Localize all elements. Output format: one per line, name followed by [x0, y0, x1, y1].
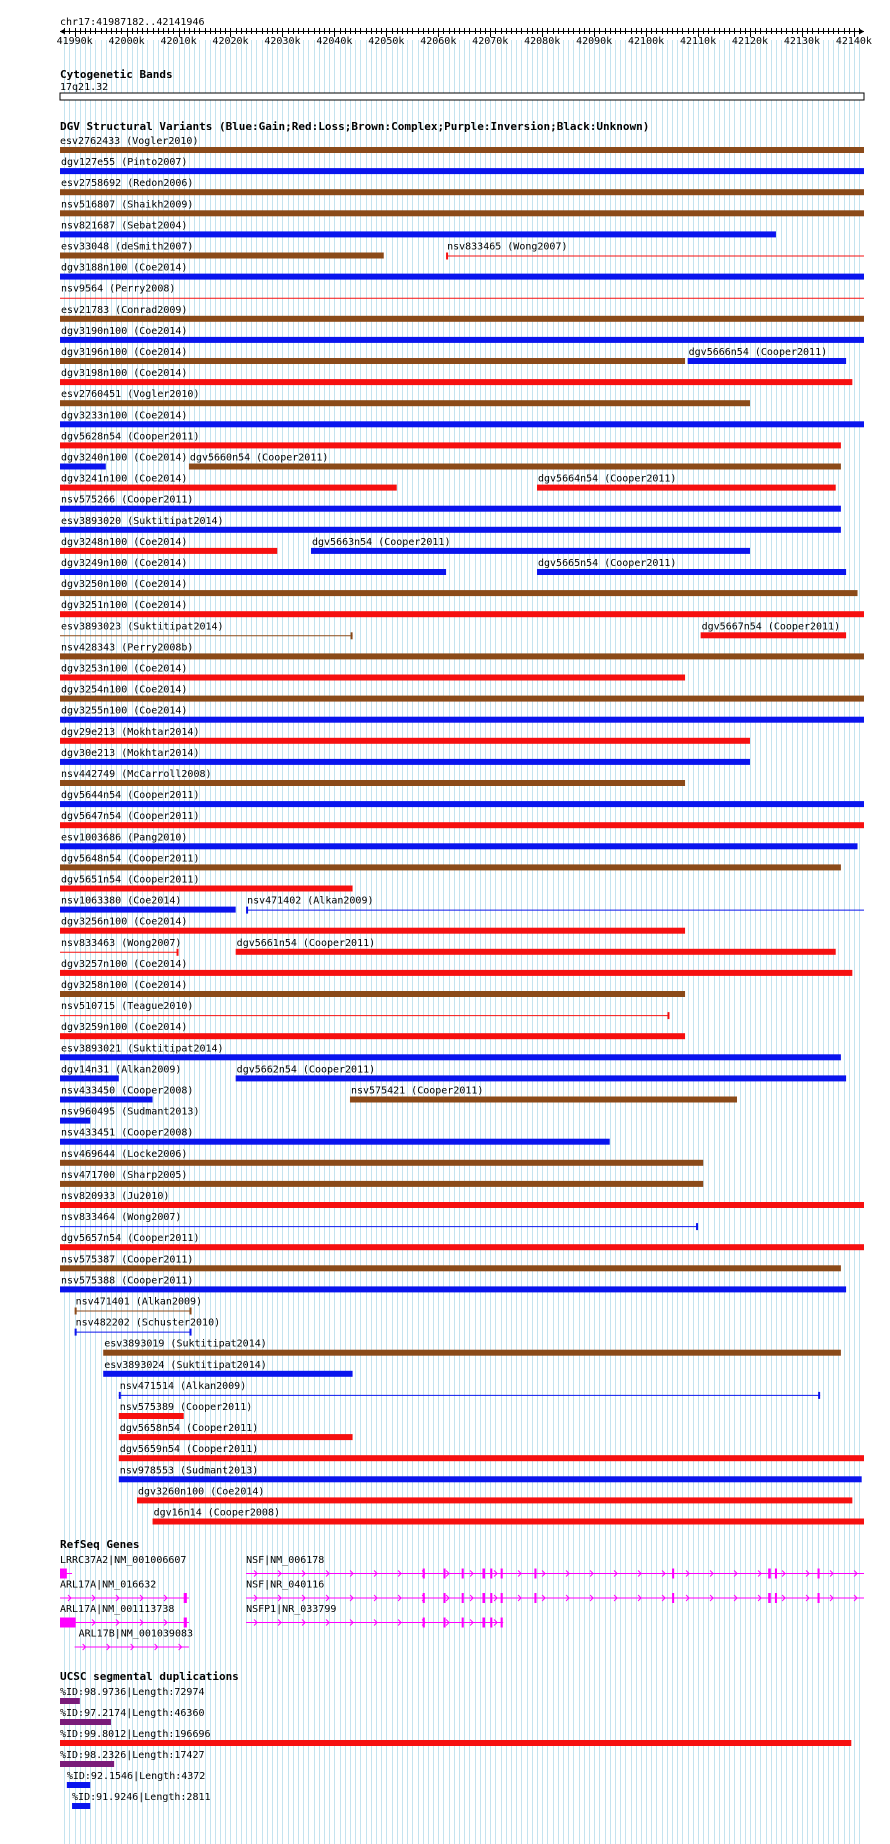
- refseq-track: [60, 1555, 864, 1650]
- dgv-variant-label: dgv3248n100 (Coe2014): [61, 536, 188, 548]
- dgv-variant-label: nsv960495 (Sudmant2013): [61, 1106, 200, 1118]
- dgv-variant-bar: [701, 632, 846, 638]
- dgv-variant-bar: [153, 1519, 864, 1525]
- dgv-variant-bar: [60, 1160, 703, 1166]
- cytoband-track-title: Cytogenetic Bands: [60, 68, 173, 81]
- refseq-gene-exon: [443, 1593, 445, 1603]
- dgv-variant-label: dgv3240n100 (Coe2014): [61, 452, 188, 464]
- dgv-variant-label: esv2760451 (Vogler2010): [61, 389, 200, 401]
- refseq-gene-exon: [672, 1569, 674, 1579]
- refseq-gene-exon: [482, 1618, 485, 1628]
- dgv-variant-label: dgv5664n54 (Cooper2011): [537, 473, 677, 485]
- dgv-variant-label: nsv469644 (Locke2006): [61, 1148, 188, 1160]
- dgv-variant-bar: [60, 801, 864, 807]
- dgv-variant-bar: [60, 189, 864, 195]
- dgv-variant-label: nsv821687 (Sebat2004): [61, 220, 188, 232]
- dgv-variant-label: esv21783 (Conrad2009): [61, 304, 188, 316]
- dgv-variant-label: dgv5651n54 (Cooper2011): [61, 874, 200, 886]
- dgv-variant-bar: [537, 485, 836, 491]
- dgv-variant-label: dgv3255n100 (Coe2014): [61, 705, 188, 717]
- dgv-variant-label: esv2758692 (Redon2006): [61, 178, 194, 190]
- dgv-variant-bar: [119, 1476, 862, 1482]
- dgv-variant-bar: [60, 1033, 685, 1039]
- refseq-gene-label: NSFP1|NR_033799: [246, 1604, 337, 1615]
- dgv-variant-bar: [60, 1286, 846, 1292]
- dgv-variant-label: esv3893020 (Suktitipat2014): [61, 515, 224, 527]
- segdup-bar: [72, 1803, 90, 1809]
- dgv-variant-bar: [311, 548, 750, 554]
- dgv-variant-bar: [119, 1413, 184, 1419]
- dgv-variant-end-mark: [818, 1392, 820, 1399]
- refseq-gene-exon: [462, 1569, 464, 1579]
- dgv-variant-end-mark: [119, 1392, 121, 1399]
- dgv-variant-label: dgv127e55 (Pinto2007): [61, 157, 188, 169]
- dgv-variant-bar: [60, 421, 864, 427]
- dgv-variant-label: esv3893024 (Suktitipat2014): [104, 1359, 267, 1371]
- dgv-variant-bar: [60, 1181, 703, 1187]
- dgv-variant-label: nsv833463 (Wong2007): [61, 937, 182, 949]
- dgv-variant-bar: [60, 210, 864, 216]
- refseq-gene-exon: [490, 1569, 492, 1579]
- dgv-variant-bar: [60, 1118, 90, 1124]
- refseq-gene-exon: [818, 1569, 820, 1579]
- ruler-tick-label: 42020k: [212, 36, 249, 47]
- dgv-variant-label: dgv16n14 (Cooper2008): [153, 1507, 281, 1519]
- refseq-gene-exon: [443, 1618, 445, 1628]
- dgv-variant-label: nsv428343 (Perry2008b): [61, 642, 194, 654]
- dgv-variant-bar: [60, 886, 353, 892]
- segdup-label: %ID:92.1546|Length:4372: [66, 1771, 206, 1782]
- segdup-label: %ID:98.2326|Length:17427: [60, 1750, 205, 1761]
- dgv-variant-bar: [60, 231, 776, 237]
- dgv-variant-end-mark: [75, 1329, 77, 1336]
- ruler-tick-label: 42120k: [731, 36, 769, 47]
- dgv-variant-end-mark: [190, 1329, 192, 1336]
- dgv-variant-bar: [60, 442, 841, 448]
- dgv-variant-end-mark: [177, 949, 179, 956]
- refseq-gene-label: LRRC37A2|NM_001006607: [60, 1555, 187, 1566]
- refseq-gene-exon: [443, 1569, 445, 1579]
- dgv-variant-bar: [60, 1139, 610, 1145]
- refseq-gene-exon: [462, 1618, 464, 1628]
- refseq-gene-exon: [482, 1593, 485, 1603]
- dgv-track-title: DGV Structural Variants (Blue:Gain;Red:Loss;Brown:Complex;Purple:Inversion;Black:Unknown): [60, 120, 650, 133]
- dgv-variant-label: nsv820933 (Ju2010): [61, 1191, 170, 1202]
- segdup-track: [60, 1687, 851, 1809]
- dgv-variant-label: nsv9564 (Perry2008): [61, 283, 176, 295]
- dgv-variant-label: nsv833464 (Wong2007): [61, 1212, 182, 1224]
- dgv-variant-bar: [119, 1455, 864, 1461]
- dgv-variant-label: dgv5665n54 (Cooper2011): [537, 558, 677, 569]
- dgv-variant-bar: [60, 780, 685, 786]
- segdup-label: %ID:97.2174|Length:46360: [60, 1708, 205, 1719]
- segdup-label: %ID:98.9736|Length:72974: [60, 1687, 205, 1698]
- dgv-variant-label: nsv471401 (Alkan2009): [75, 1296, 203, 1308]
- dgv-variant-bar: [60, 506, 841, 512]
- dgv-variant-label: nsv575389 (Cooper2011): [119, 1402, 253, 1413]
- dgv-variant-label: nsv433451 (Cooper2008): [61, 1127, 194, 1139]
- refseq-gene-exon: [482, 1569, 485, 1579]
- dgv-variant-end-mark: [246, 907, 248, 914]
- dgv-variant-bar: [60, 379, 852, 385]
- dgv-variant-bar: [60, 168, 864, 174]
- cytoband-label: 17q21.32: [60, 82, 109, 93]
- refseq-gene-exon: [768, 1593, 771, 1603]
- refseq-gene-label: NSF|NR_040116: [246, 1579, 325, 1591]
- dgv-variant-label: nsv471514 (Alkan2009): [119, 1380, 247, 1392]
- dgv-variant-bar: [60, 485, 397, 491]
- dgv-variant-bar: [60, 147, 864, 153]
- ruler-tick-label: 41990k: [56, 36, 93, 47]
- ruler-tick-label: 42050k: [368, 36, 405, 47]
- dgv-variant-label: nsv442749 (McCarroll2008): [61, 769, 212, 780]
- dgv-variant-bar: [60, 337, 864, 343]
- dgv-variant-label: dgv3249n100 (Coe2014): [61, 558, 188, 569]
- dgv-variant-label: dgv5648n54 (Cooper2011): [61, 853, 200, 865]
- dgv-variant-bar: [60, 675, 685, 681]
- dgv-variant-bar: [60, 696, 864, 702]
- ruler-tick-label: 42040k: [316, 36, 353, 47]
- refseq-gene-exon: [501, 1569, 503, 1579]
- ruler-tick-label: 42010k: [160, 36, 197, 47]
- dgv-variant-label: esv1003686 (Pang2010): [61, 832, 188, 844]
- segdup-bar: [60, 1719, 111, 1725]
- dgv-variant-label: dgv3259n100 (Coe2014): [61, 1022, 188, 1034]
- dgv-variant-bar: [60, 464, 106, 470]
- dgv-variant-bar: [350, 1097, 737, 1103]
- dgv-variant-bar: [60, 717, 864, 723]
- dgv-variant-label: dgv3241n100 (Coe2014): [61, 473, 188, 485]
- dgv-variant-label: nsv471700 (Sharp2005): [61, 1169, 188, 1181]
- dgv-variant-end-mark: [696, 1223, 698, 1230]
- dgv-variant-bar: [119, 1434, 353, 1440]
- dgv-variant-label: dgv3253n100 (Coe2014): [61, 663, 188, 675]
- dgv-variant-bar: [60, 991, 685, 997]
- dgv-variant-bar: [60, 527, 841, 533]
- refseq-gene-exon: [423, 1618, 425, 1628]
- refseq-gene-exon: [490, 1593, 492, 1603]
- dgv-variant-bar: [60, 1265, 841, 1271]
- dgv-variant-label: nsv978553 (Sudmant2013): [119, 1465, 259, 1477]
- dgv-variant-bar: [60, 864, 841, 870]
- dgv-variant-bar: [60, 1054, 841, 1060]
- dgv-track: [60, 136, 864, 1525]
- dgv-variant-label: dgv5628n54 (Cooper2011): [61, 431, 200, 443]
- ruler-tick-label: 42100k: [628, 36, 665, 47]
- dgv-variant-bar: [60, 548, 277, 554]
- refseq-gene-exon: [775, 1593, 777, 1603]
- ruler-tick-label: 42070k: [472, 36, 509, 47]
- refseq-gene-label: ARL17A|NM_016632: [60, 1579, 157, 1591]
- segdup-bar: [60, 1740, 851, 1746]
- dgv-variant-label: dgv29e213 (Mokhtar2014): [61, 726, 200, 738]
- refseq-gene-exon: [501, 1593, 503, 1603]
- refseq-gene-exon: [184, 1618, 187, 1628]
- dgv-variant-end-mark: [190, 1308, 192, 1315]
- dgv-variant-bar: [60, 1244, 864, 1250]
- dgv-variant-bar: [60, 274, 864, 280]
- dgv-variant-bar: [60, 928, 685, 934]
- refseq-gene-exon: [184, 1593, 187, 1603]
- dgv-variant-label: esv3893021 (Suktitipat2014): [61, 1043, 224, 1055]
- dgv-variant-bar: [688, 358, 846, 364]
- refseq-gene-exon: [818, 1593, 820, 1603]
- ruler-tick-label: 42060k: [420, 36, 457, 47]
- dgv-variant-label: nsv833465 (Wong2007): [447, 241, 568, 253]
- dgv-variant-label: nsv575387 (Cooper2011): [61, 1254, 194, 1266]
- dgv-variant-label: esv2762433 (Vogler2010): [60, 136, 199, 147]
- dgv-variant-label: dgv14n31 (Alkan2009): [61, 1064, 182, 1076]
- dgv-variant-end-mark: [667, 1012, 669, 1019]
- dgv-variant-bar: [60, 843, 858, 849]
- ruler-tick-label: 42110k: [679, 36, 717, 47]
- dgv-variant-label: dgv5661n54 (Cooper2011): [236, 937, 376, 949]
- segdup-track-title: UCSC segmental duplications: [60, 1670, 239, 1683]
- refseq-gene-exon: [490, 1618, 492, 1628]
- ruler-tick-label: 42000k: [108, 36, 145, 47]
- dgv-variant-label: dgv5644n54 (Cooper2011): [61, 790, 200, 802]
- refseq-gene-label: ARL17B|NM_001039083: [78, 1628, 194, 1640]
- dgv-variant-label: dgv30e213 (Mokhtar2014): [61, 747, 200, 759]
- refseq-gene-exon: [534, 1593, 536, 1603]
- dgv-variant-bar: [103, 1371, 352, 1377]
- dgv-variant-label: dgv3260n100 (Coe2014): [137, 1486, 265, 1498]
- dgv-variant-bar: [189, 464, 841, 470]
- segdup-label: %ID:99.8012|Length:196696: [60, 1729, 211, 1740]
- segdup-bar: [60, 1761, 114, 1767]
- refseq-gene-exon: [60, 1569, 67, 1579]
- dgv-variant-label: nsv482202 (Schuster2010): [75, 1317, 221, 1329]
- segdup-label: %ID:91.9246|Length:2811: [72, 1792, 211, 1803]
- dgv-variant-label: esv33048 (deSmith2007): [61, 241, 194, 253]
- segdup-bar: [60, 1698, 80, 1704]
- dgv-variant-bar: [60, 1097, 153, 1103]
- dgv-variant-label: nsv575388 (Cooper2011): [61, 1275, 194, 1287]
- dgv-variant-bar: [60, 590, 858, 596]
- dgv-variant-bar: [236, 949, 836, 955]
- dgv-variant-bar: [60, 253, 384, 259]
- dgv-variant-label: dgv3258n100 (Coe2014): [61, 980, 188, 991]
- dgv-variant-bar: [103, 1350, 841, 1356]
- refseq-gene-label: NSF|NM_006178: [246, 1555, 325, 1566]
- dgv-variant-label: nsv575266 (Cooper2011): [61, 494, 194, 506]
- dgv-variant-end-mark: [75, 1308, 77, 1315]
- dgv-variant-label: dgv3254n100 (Coe2014): [61, 684, 188, 696]
- dgv-variant-label: dgv3233n100 (Coe2014): [61, 410, 188, 422]
- refseq-gene-exon: [534, 1569, 536, 1579]
- dgv-variant-bar: [60, 970, 852, 976]
- dgv-variant-label: dgv5662n54 (Cooper2011): [236, 1064, 376, 1076]
- dgv-variant-label: dgv3256n100 (Coe2014): [61, 916, 188, 928]
- dgv-variant-label: dgv5667n54 (Cooper2011): [701, 621, 841, 633]
- dgv-variant-bar: [60, 611, 864, 617]
- dgv-variant-bar: [60, 907, 236, 913]
- dgv-variant-label: dgv5660n54 (Cooper2011): [189, 452, 329, 464]
- dgv-variant-label: nsv510715 (Teague2010): [61, 1001, 194, 1013]
- dgv-variant-bar: [60, 759, 750, 765]
- dgv-variant-bar: [60, 1075, 119, 1081]
- refseq-track-title: RefSeq Genes: [60, 1538, 140, 1551]
- dgv-variant-label: dgv5647n54 (Cooper2011): [61, 811, 200, 823]
- ruler-tick-label: 42140k: [835, 36, 872, 47]
- refseq-gene-exon: [672, 1593, 674, 1603]
- dgv-variant-bar: [60, 822, 864, 828]
- dgv-variant-label: dgv3250n100 (Coe2014): [61, 579, 188, 591]
- refseq-gene-exon: [462, 1593, 464, 1603]
- dgv-variant-bar: [60, 358, 685, 364]
- refseq-gene-exon: [60, 1618, 76, 1628]
- dgv-variant-label: dgv3188n100 (Coe2014): [61, 262, 188, 274]
- refseq-gene-exon: [423, 1569, 425, 1579]
- dgv-variant-label: dgv3196n100 (Coe2014): [61, 347, 188, 358]
- cytoband-bar: [60, 93, 864, 100]
- refseq-gene-exon: [501, 1618, 503, 1628]
- ruler-tick-label: 42030k: [264, 36, 301, 47]
- dgv-variant-label: nsv516807 (Shaikh2009): [61, 199, 194, 211]
- dgv-variant-label: nsv1063380 (Coe2014): [61, 895, 182, 907]
- dgv-variant-label: dgv3198n100 (Coe2014): [61, 368, 188, 380]
- dgv-variant-label: nsv575421 (Cooper2011): [350, 1085, 484, 1097]
- dgv-variant-bar: [60, 653, 864, 659]
- dgv-variant-end-mark: [351, 632, 353, 639]
- refseq-gene-exon: [768, 1569, 771, 1579]
- dgv-variant-end-mark: [446, 253, 448, 260]
- position-label: chr17:41987182..42141946: [60, 17, 205, 28]
- refseq-gene-exon: [775, 1569, 777, 1579]
- dgv-variant-label: esv3893019 (Suktitipat2014): [104, 1338, 267, 1350]
- segdup-bar: [67, 1782, 90, 1788]
- dgv-variant-bar: [537, 569, 846, 575]
- dgv-variant-bar: [60, 569, 446, 575]
- dgv-variant-label: dgv5663n54 (Cooper2011): [312, 536, 451, 548]
- dgv-variant-label: nsv471402 (Alkan2009): [247, 895, 374, 907]
- dgv-variant-bar: [60, 738, 750, 744]
- dgv-variant-label: dgv5659n54 (Cooper2011): [119, 1444, 259, 1456]
- dgv-variant-label: dgv5658n54 (Cooper2011): [119, 1423, 259, 1435]
- dgv-variant-label: dgv3257n100 (Coe2014): [61, 958, 188, 970]
- dgv-variant-label: dgv5657n54 (Cooper2011): [61, 1233, 200, 1245]
- dgv-variant-bar: [236, 1075, 846, 1081]
- ruler-tick-label: 42090k: [576, 36, 613, 47]
- dgv-variant-bar: [60, 316, 864, 322]
- dgv-variant-label: esv3893023 (Suktitipat2014): [61, 621, 224, 633]
- dgv-variant-bar: [137, 1497, 852, 1503]
- dgv-variant-bar: [60, 400, 750, 406]
- refseq-gene-label: ARL17A|NM_001113738: [60, 1604, 175, 1615]
- ruler-tick-label: 42080k: [524, 36, 561, 47]
- dgv-variant-label: dgv3251n100 (Coe2014): [61, 600, 188, 612]
- refseq-gene-exon: [423, 1593, 425, 1603]
- dgv-variant-bar: [60, 1202, 864, 1208]
- dgv-variant-label: dgv3190n100 (Coe2014): [61, 325, 188, 337]
- dgv-variant-label: nsv433450 (Cooper2008): [61, 1085, 194, 1097]
- ruler-tick-label: 42130k: [783, 36, 821, 47]
- dgv-variant-label: dgv5666n54 (Cooper2011): [688, 347, 828, 358]
